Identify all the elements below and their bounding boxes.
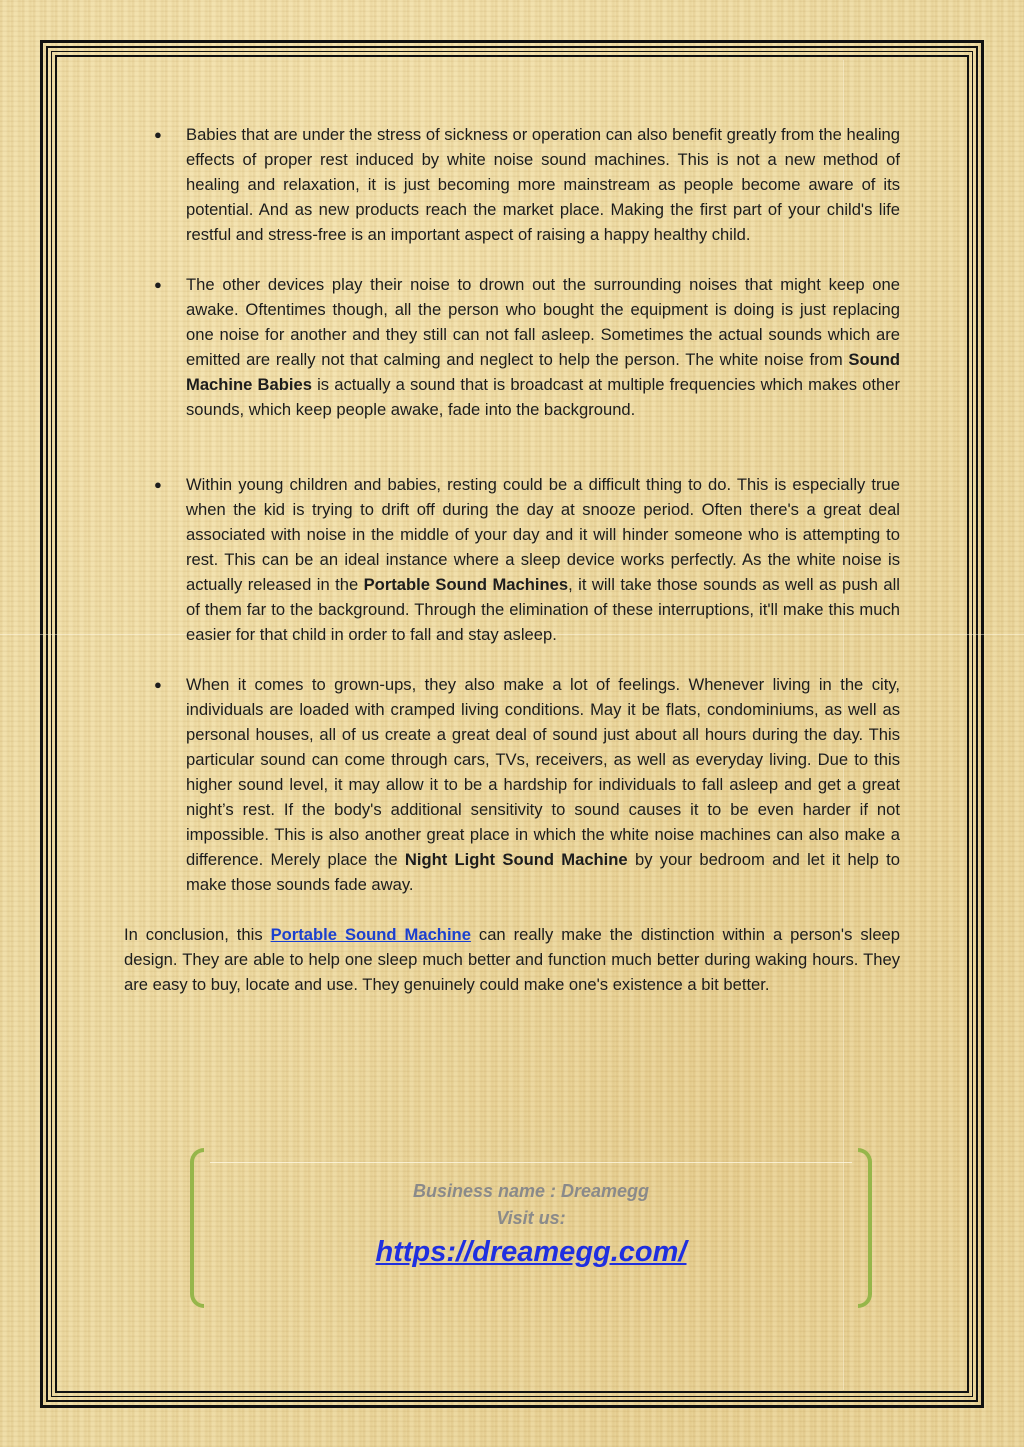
keyword-portable-sound-machines: Portable Sound Machines bbox=[363, 575, 569, 594]
bullet-icon: ● bbox=[154, 677, 162, 692]
keyword-night-light-sound-machine: Night Light Sound Machine bbox=[404, 850, 628, 869]
bullet-item bbox=[124, 672, 900, 897]
business-card bbox=[190, 1148, 872, 1310]
bullet-icon: ● bbox=[154, 477, 162, 492]
bullet-icon: ● bbox=[154, 277, 162, 292]
item-text: Babies that are under the stress of sickness or operation can also benefit greatly from the healing effects of proper rest induced by white noise sound machines. This is not a new method of healing and relaxation, it is just becoming more mainstream as people become aware of its potential. And as new products reach the market place. Making the first part of your child's life restful and stress-free is an important aspect of raising a happy healthy child. bbox=[186, 125, 900, 244]
item-text: is actually a sound that is broadcast at multiple frequencies which makes other sounds, which keep people awake, fade into the background. bbox=[186, 375, 900, 419]
item-text: , it will take those sounds as well as push all of them far to the background. Through the elimination of these interruptions, it'll make this much easier for that child in order to fall and stay asleep. bbox=[186, 575, 900, 644]
portable-sound-machine-link[interactable]: Portable Sound Machine bbox=[270, 925, 471, 944]
conclusion-text: In conclusion, this bbox=[124, 925, 271, 944]
bullet-item bbox=[124, 122, 900, 247]
bullet-item bbox=[124, 472, 900, 647]
keyword-sound-machine-babies: Sound Machine Babies bbox=[186, 350, 900, 394]
article-body bbox=[124, 122, 900, 997]
bullet-icon: ● bbox=[154, 127, 162, 142]
item-text: When it comes to grown-ups, they also make a lot of feelings. Whenever living in the city, individuals are loaded with cramped living conditions. May it be flats, condominiums, as well as personal houses, all of us create a great deal of sound just about all hours during the day. This particular sound can come through cars, TVs, receivers, as well as everyday living. Due to this higher sound level, it may allow it to be a hardship for individuals to fall asleep and get a great night’s rest. If the body's additional sensitivity to sound causes it to be even harder if not impossible. This is also another great place in which the white noise machines can also make a difference. Merely place the bbox=[186, 675, 900, 869]
conclusion-text: can really make the distinction within a person's sleep design. They are able to help one sleep much better and function much better during waking hours. They are easy to buy, locate and use. They genuinely could make one's existence a bit better. bbox=[124, 925, 901, 994]
visit-us-label: Visit us: bbox=[496, 1208, 566, 1228]
conclusion-paragraph bbox=[124, 922, 900, 997]
item-text: by your bedroom and let it help to make those sounds fade away. bbox=[186, 850, 900, 894]
item-text: The other devices play their noise to drown out the surrounding noises that might keep one awake. Oftentimes though, all the person who bought the equipment is doing is just replacing one noise for another and they still can not fall asleep. Sometimes the actual sounds which are emitted are really not that calming and neglect to help the person. The white noise from bbox=[186, 275, 900, 369]
card-divider bbox=[210, 1162, 852, 1163]
website-link[interactable]: https://dreamegg.com/ bbox=[375, 1236, 687, 1268]
item-text: Within young children and babies, resting could be a difficult thing to do. This is especially true when the kid is trying to drift off during the day at snooze period. Often there's a great deal associated with noise in the middle of your day and it will hinder someone who is attempting to rest. This can be an ideal instance where a sleep device works perfectly. As the white noise is actually released in the bbox=[186, 475, 900, 594]
business-name: Business name : Dreamegg bbox=[412, 1181, 650, 1201]
bullet-item bbox=[124, 272, 900, 422]
